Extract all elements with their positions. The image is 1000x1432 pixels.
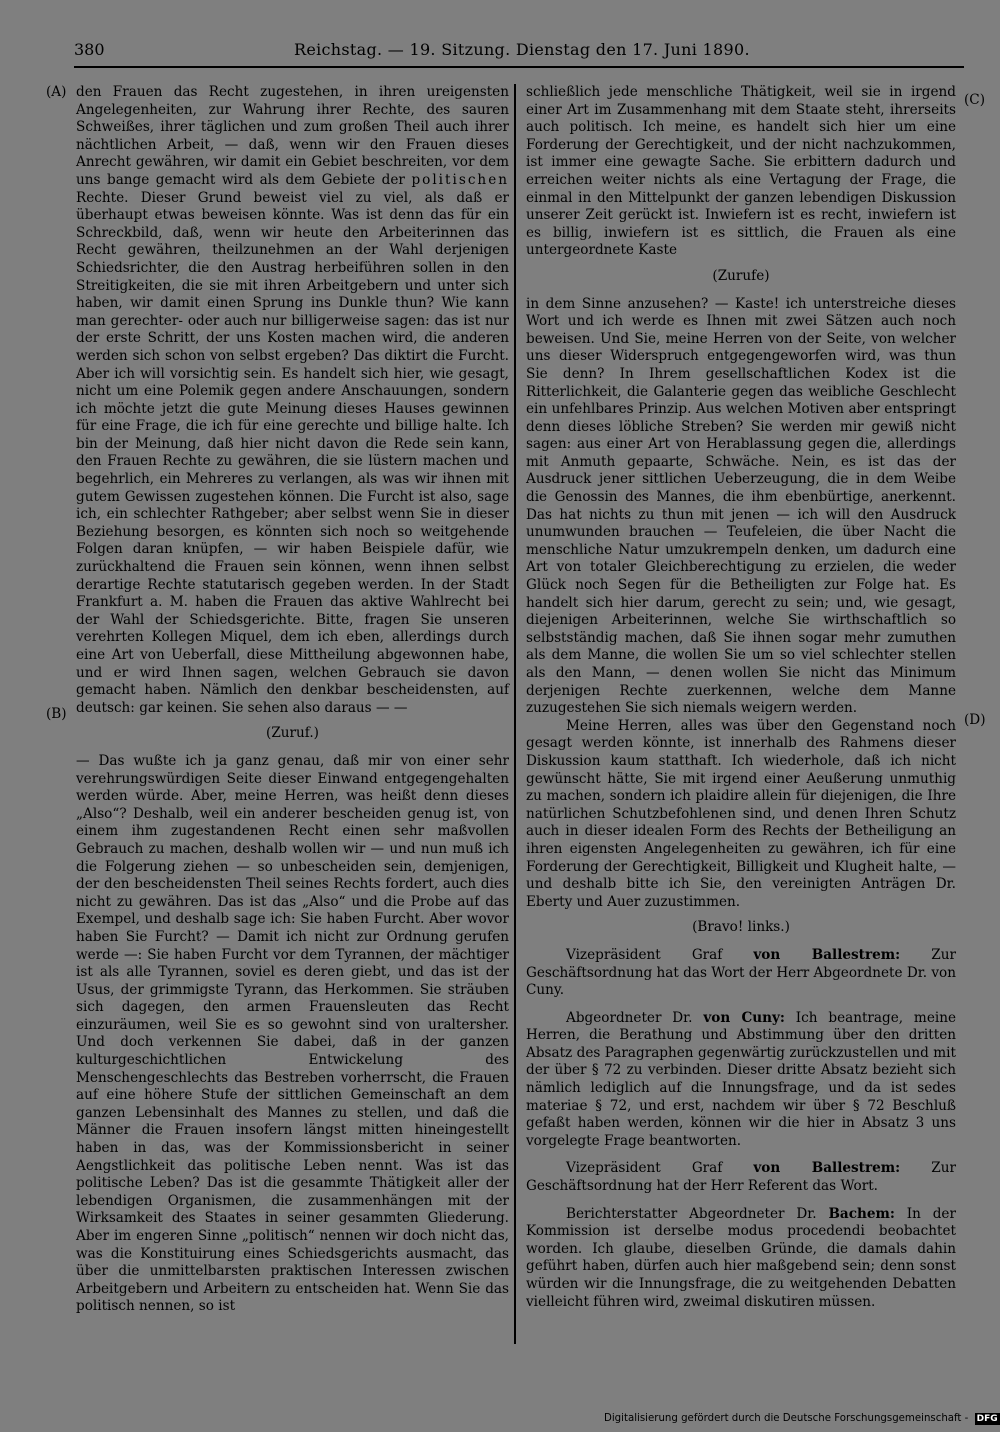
footer-text: Digitalisierung gefördert durch die Deutsche Forschungsgemeinschaft - [604, 1413, 969, 1424]
speech-text: Zur Geschäftsordnung hat das Wort der Herr Abgeordnete Dr. von Cuny. [526, 946, 956, 999]
margin-mark-b: (B) [46, 706, 67, 722]
page-number: 380 [74, 40, 105, 59]
footer-credit [604, 1413, 998, 1429]
page-title: Reichstag. — 19. Sitzung. Dienstag den 17. Juni 1890. [294, 40, 750, 59]
left-p1-end: Rechte. Dieser Grund beweist viel zu viel, als daß er überhaupt etwas beweisen könnte. Was ist denn das für ein Schreckbild, daß, wenn wir heute den Arbeiterinnen das Recht gewähren, theilzunehmen an der Wahl derjenigen Schiedsrichter, die den Austrag herbeiführen sollen in den Streitigkeiten, die sie mit ihren Arbeitgebern und unter sich haben, wir damit einen Sprung ins Dunkle thun? Wie kann man gerechter- oder auch nur billigerweise sagen: das ist nur der erste Schritt, der uns Kosten machen wird, die anderen werden sich schon von selbst ergeben? Das diktirt die Furcht. Aber ich will vorsichtig sein. Es handelt sich hier, wie gesagt, nicht um eine Polemik gegen andere Anschauungen, sondern ich möchte jetzt die gute Meinung dieses Hauses gewinnen für eine Frage, die ich für eine gerechte und billige halte. Ich bin der Meinung, daß hier nicht davon die Rede sein kann, den Frauen Rechte zu gewähren, die sie lüstern machen und begehrlich, ein Mehreres zu verlangen, als was wir ihnen mit gutem Gewissen zugestehen können. Die Furcht ist also, sage ich, ein schlechter Rathgeber; aber selbst wenn Sie in dieser Beziehung besorgen, es könnten sich noch so weitgehende Folgen daran knüpfen, — wir haben Beispiele dafür, wie zurückhaltend die Frauen sein können, wenn ihnen selbst derartige Rechte statutarisch gegeben werden. In der Stadt Frankfurt a. M. haben die Frauen das aktive Wahlrecht bei der Wahl der Schiedsgerichte. Bitte, fragen Sie unseren verehrten Kollegen Miquel, dem ich eben, allerdings durch eine Art von Ueberfall, diese Mittheilung abgewonnen habe, und er wird Ihnen sagen, welchen Gebrauch sie davon gemacht haben. Nämlich den denkbar bescheidensten, auf deutsch: gar keinen. Sie sehen also daraus — — [76, 189, 509, 716]
interjection-zurufe: (Zurufe) [712, 267, 770, 284]
left-p1-spaced: politischen [411, 171, 509, 188]
page-header [74, 40, 964, 64]
dfg-logo: DFG [976, 1414, 998, 1424]
speaker-name: von Ballestrem: [753, 1160, 901, 1177]
margin-mark-d: (D) [964, 712, 986, 728]
left-column [76, 84, 509, 1316]
speaker-name: Bachem: [828, 1205, 895, 1222]
speaker-role: Vizepräsident Graf [566, 946, 723, 963]
interjection-zuruf: (Zuruf.) [266, 725, 319, 742]
column-divider [514, 84, 516, 1344]
speaker-paragraph-ballestrem-1 [526, 947, 956, 1000]
speech-text: Zur Geschäftsordnung hat der Herr Referent das Wort. [526, 1160, 956, 1195]
left-paragraph-2: — Das wußte ich ja ganz genau, daß mir von einer sehr verehrungswürdigen Seite dieser Einwand entgegengehalten werden würde. Aber, meine Herren, was heißt denn dieses „Also“? Deshalb, weil ein anderer bescheiden genug ist, von einem ihm zugestandenen Recht einen sehr maßvollen Gebrauch zu machen, deshalb wollen wir — und nun muß ich die Folgerung ziehen — so unbescheiden sein, demjenigen, der den bescheidensten Theil seines Rechts fordert, auch dies nicht zu gewähren. Das ist das „Also“ und die Probe auf das Exempel, und deshalb sage ich: Sie haben Furcht. Aber wovor haben Sie Furcht? — Damit ich nicht zur Ordnung gerufen werde —: Sie haben Furcht vor dem Tyrannen, der mächtiger ist als alle Tyrannen, soviel es deren giebt, und das ist der Usus, der grimmigste Tyrann, das Herkommen. Sie sträuben sich dagegen, den armen Frauensleuten das Recht einzuräumen, weil Sie es so gewohnt sind von uraltersher. Und doch verkennen Sie dabei, daß in der ganzen kulturgeschichtlichen Entwickelung des Menschengeschlechts das Bestreben vorherrscht, die Frauen auf eine höhere Stufe der sittlichen Gemeinschaft an dem ganzen Lebensinhalt des Mannes zu stellen, und daß die Männer die Frauen insofern längst mitten hineingestellt haben in das, was der Kommissionsbericht in seiner Aengstlichkeit das politische Leben nennt. Was ist das politische Leben? Das ist die gesammte Thätigkeit aller der lebendigen Organismen, die zusammenhängen mit der Wirksamkeit des Staates in seiner gesammten Gliederung. Aber im engeren Sinne „politisch“ nennen wir doch nicht das, was die Konstituirung eines Schiedsgerichts ausmacht, das über die unmittelbarsten praktischen Interessen zwischen Arbeitgebern und Arbeitern zu entscheiden hat. Wenn Sie das politisch nennen, so ist [76, 752, 509, 1315]
speaker-role: Berichterstatter Abgeordneter Dr. [566, 1205, 817, 1222]
right-paragraph-1: schließlich jede menschliche Thätigkeit, weil sie in irgend einer Art im Zusammenhang mit dem Staate steht, ihrerseits auch politisch. Ich meine, es handelt sich hier um eine Forderung der Gerechtigkeit, und der nicht nachzukommen, ist immer eine gewagte Sache. Sie erbittern dadurch und erreichen weiter nichts als eine Vertagung der Frage, die einmal in den Mittelpunkt der ganzen lebendigen Diskussion unserer Zeit gerückt ist. Inwiefern ist es recht, inwiefern ist es billig, inwiefern ist es sittlich, die Frauen als eine untergeordnete Kaste [526, 84, 956, 259]
speech-text: Ich beantrage, meine Herren, die Berathung und Abstimmung über den dritten Absatz des Paragraphen gegenwärtig zurückzustellen und mit der über § 72 zu verbinden. Dieser dritte Absatz bezieht sich nämlich lediglich auf die Innungsfrage, und da ist sedes materiae § 72, und erst, nachdem wir über § 72 Beschluß gefaßt haben werden, können wir die hier in Absatz 3 uns vorgelegte Frage beantworten. [526, 1009, 957, 1149]
right-paragraph-2: in dem Sinne anzusehen? — Kaste! ich unterstreiche dieses Wort und ich werde es Ihnen mit zwei Sätzen auch noch beweisen. Und Sie, meine Herren von der Seite, von welcher uns dieser Widerspruch entgegengeworfen wird, was thun Sie denn? In Ihrem gesellschaftlichen Kodex ist die Ritterlichkeit, die Galanterie gegen das weibliche Geschlecht ein unfehlbares Prinzip. Aus welchen Motiven aber entspringt denn dieses löbliche Streben? Sie werden mir gewiß nicht sagen: aus einer Art von Herablassung gegen die, allerdings mit Anmuth gepaarte, Schwäche. Nein, es ist das der Ausdruck jener sittlichen Ueberzeugung, die in dem Weibe die Genossin des Mannes, die ihm ebenbürtige, anerkennt. Das hat nichts zu thun mit jenen — ich will den Ausdruck unumwunden brauchen — Teufeleien, die über Nacht die menschliche Natur umzukrempeln denken, um dadurch eine Art von totaler Gleichberechtigung zu erzielen, die weder Glück noch Segen für die Betheiligten zur Folge hat. Es handelt sich hier darum, gerecht zu sein; und, wie gesagt, diejenigen Arbeiterinnen, welche Sie wirthschaftlich so selbstständig machen, daß Sie ihnen sogar mehr zumuthen als dem Manne, die wollen Sie um so viel schlechter stellen als den Mann, — denen wollen Sie nicht das Minimum derjenigen Rechte zuerkennen, welche dem Manne zuzugestehen Sie sich niemals weigern werden. [526, 295, 956, 717]
left-paragraph-1 [76, 84, 509, 717]
right-paragraph-3: Meine Herren, alles was über den Gegenstand noch gesagt werden könnte, ist innerhalb des Rahmens dieser Diskussion kaum statthaft. Ich wiederhole, daß ich nicht gewünscht hätte, Sie mit irgend einer Aeußerung unmuthig zu machen, sondern ich plaidire allein für diejenigen, die Ihre natürlichen Schutzbefohlenen sind, und denen Ihren Schutz auch in dieser idealen Form des Rechts der Betheiligung an ihren eigensten Angelegenheiten zu gewähren, ich für eine Forderung der Gerechtigkeit, Billigkeit und Klugheit halte, — und deshalb bitte ich Sie, den vereinigten Anträgen Dr. Eberty und Auer zuzustimmen. [526, 717, 956, 910]
speaker-name: von Cuny: [703, 1009, 785, 1026]
speaker-paragraph-cuny [526, 1010, 956, 1151]
left-p1-text: den Frauen das Recht zugestehen, in ihren ureigensten Angelegenheiten, zur Wahrung ihrer Rechte, des sauren Schweißes, ihrer täglichen und zum großen Theil auch ihrer nächtlichen Arbeit, — daß, wenn wir den Frauen dieses Anrecht gewähren, wir damit ein Gebiet beschreiten, vor dem uns bange gemacht wird als dem Gebiete der [76, 84, 509, 188]
speaker-role: Vizepräsident Graf [566, 1160, 723, 1177]
margin-mark-c: (C) [964, 92, 986, 108]
header-rule [74, 66, 964, 68]
right-column [526, 84, 956, 1311]
speaker-name: von Ballestrem: [753, 946, 901, 963]
speaker-paragraph-bachem [526, 1206, 956, 1312]
margin-mark-a: (A) [46, 84, 67, 100]
interjection-bravo: (Bravo! links.) [692, 919, 790, 936]
speaker-role: Abgeordneter Dr. [566, 1009, 693, 1026]
speaker-paragraph-ballestrem-2 [526, 1160, 956, 1195]
speech-text: In der Kommission ist derselbe modus procedendi beobachtet worden. Ich glaube, dieselben Gründe, die damals dahin geführt haben, dürfen auch hier maßgebend sein; denn sonst würden wir die Innungsfrage, die zu weitgehenden Debatten vielleicht führen wird, zweimal diskutiren müssen. [526, 1205, 956, 1310]
